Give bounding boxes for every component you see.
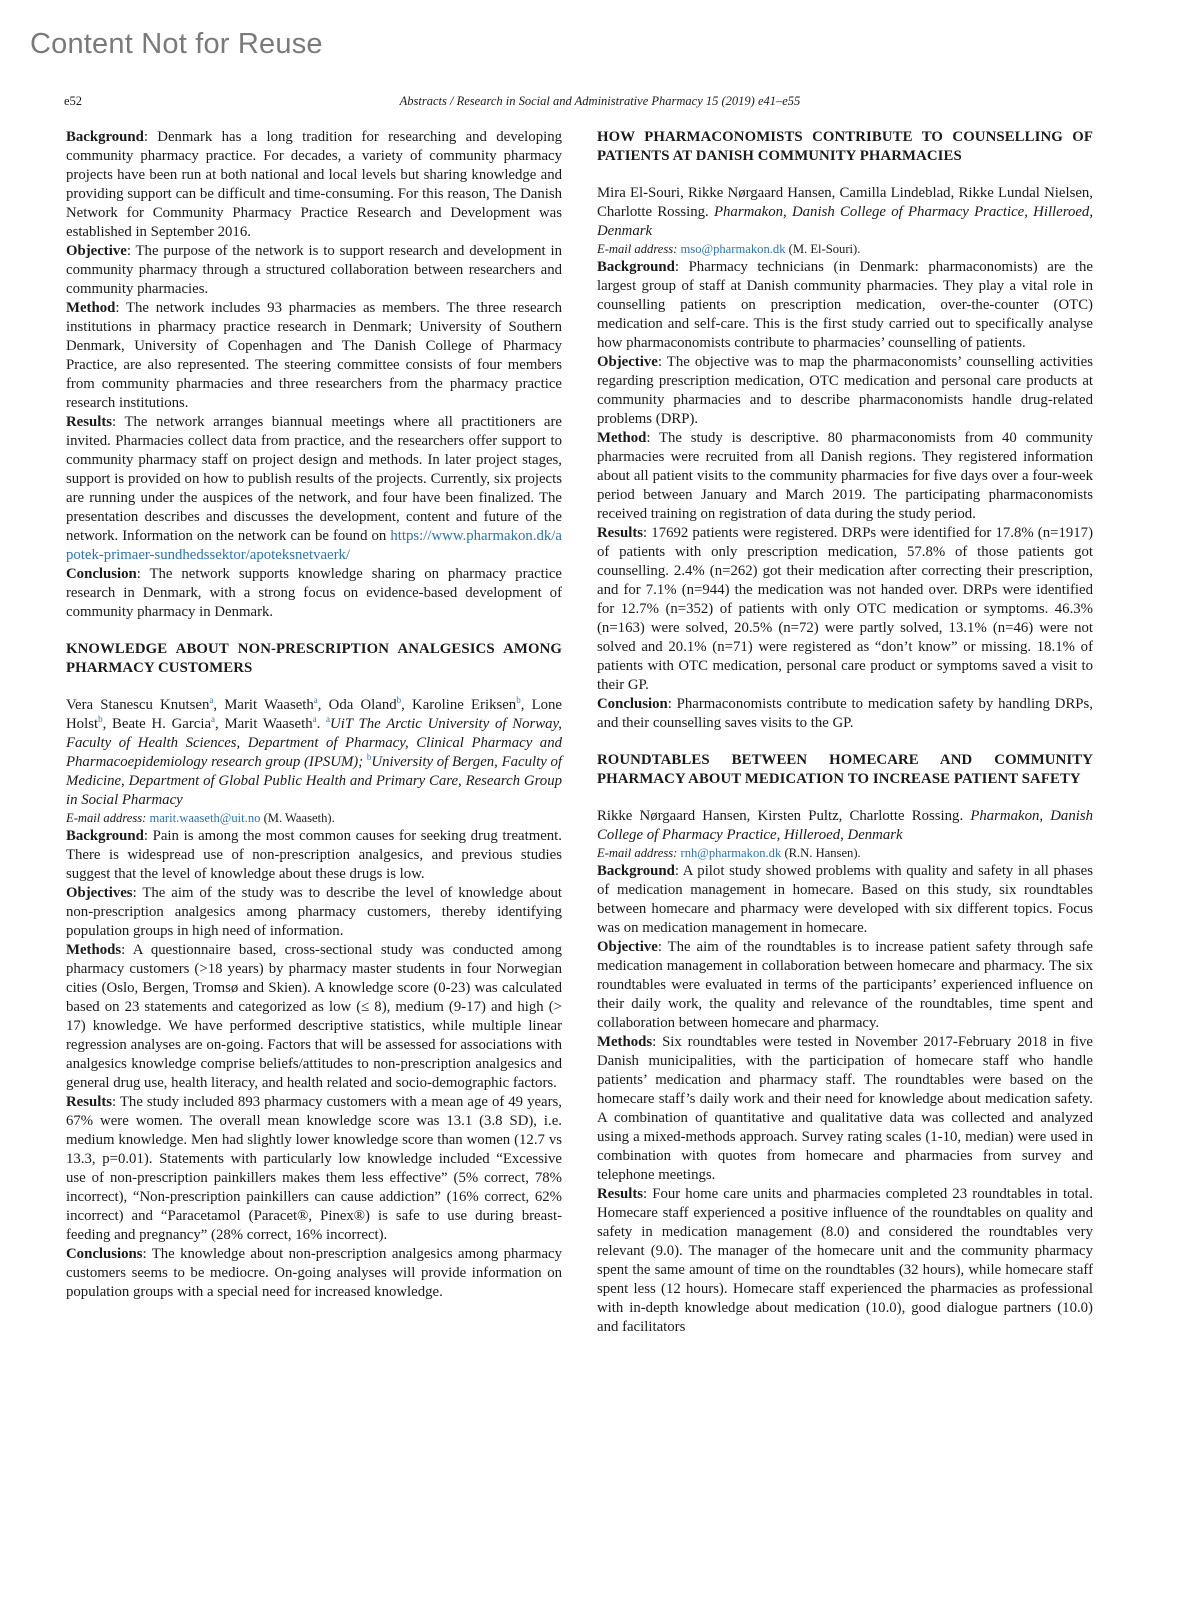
objective-text: : The objective was to map the pharmaconomists’ counselling activities regarding prescription medication, OTC medication and personal care products at community pharmacies and to describe pharmaconomists handle drug-related problems (DRP).: [597, 354, 1093, 427]
methods-label: Methods: [597, 1034, 653, 1050]
method-label: Method: [66, 300, 116, 316]
affiliation-marker: a: [209, 695, 214, 706]
abstract-analgesics: [66, 640, 562, 1302]
email-label: E-mail address:: [66, 811, 147, 825]
method-paragraph: [597, 429, 1093, 524]
conclusion-label: Conclusion: [66, 566, 137, 582]
conclusion-text: : The network supports knowledge sharing on pharmacy practice research in Denmark, with a strong focus on evidence-based development of community pharmacy in Denmark.: [66, 566, 562, 620]
background-paragraph: [66, 827, 562, 884]
email-line: [597, 241, 1093, 258]
background-label: Background: [66, 129, 144, 145]
objective-label: Objective: [597, 354, 658, 370]
watermark: Content Not for Reuse: [30, 28, 323, 60]
method-paragraph: [66, 299, 562, 413]
methods-text: : Six roundtables were tested in November 2017-February 2018 in five Danish municipalities, with the participation of homecare staff who handle patients’ medication and pharmacy staff. The roundtables were based on the homecare staff’s daily work and their need for knowledge about medication safety. A combination of quantitative and qualitative data was collected and analyzed using a mixed-methods approach. Survey rating scales (1-10, median) were used in combination with quotes from homecare and pharmacies from survey and telephone meetings.: [597, 1034, 1093, 1183]
journal-citation: Abstracts / Research in Social and Administrative Pharmacy 15 (2019) e41–e55: [399, 94, 801, 108]
background-label: Background: [66, 828, 144, 844]
author: Vera Stanescu Knutsen: [66, 697, 210, 713]
results-text: : The study included 893 pharmacy customers with a mean age of 49 years, 67% were women. The overall mean knowledge score was 13.1 (3.8 SD), i.e. medium knowledge. Men had slightly lower knowledge score than women (12.7 vs 13.3, p=0.01). Statements with particularly low knowledge included “Excessive use of non-prescription painkillers makes them less effective” (5% correct, 78% incorrect), “Non-prescription painkillers can cause addiction” (16% correct, 62% incorrect) and “Paracetamol (Paracet®, Pinex®) is safe to use during breast-feeding and pregnancy” (28% correct, 16% incorrect).: [66, 1094, 562, 1243]
objectives-paragraph: [66, 884, 562, 941]
objectives-label: Objectives: [66, 885, 133, 901]
methods-text: : A questionnaire based, cross-sectional study was conducted among pharmacy customers (>18 years) by pharmacy master students in four Norwegian cities (Oslo, Bergen, Tromsø and Skien). A knowledge score (0-23) was calculated based on 23 statements and categorized as low (≤ 8), medium (9-17) and high (> 17) knowledge. We have performed descriptive statistics, while multiple linear regression analyses are on-going. Factors that will be assessed for associations with analgesics knowledge comprise beliefs/attitudes to non-prescription analgesics and general drug use, health literacy, and health related and socio-demographic factors.: [66, 942, 562, 1091]
conclusions-paragraph: [66, 1245, 562, 1302]
email-owner: (R.N. Hansen).: [784, 846, 861, 860]
objective-label: Objective: [66, 243, 127, 259]
results-label: Results: [66, 414, 113, 430]
objective-paragraph: [597, 938, 1093, 1033]
left-column: [66, 128, 562, 1302]
method-text: : The network includes 93 pharmacies as members. The three research institutions in pharmacy practice research in Denmark; University of Southern Denmark, University of Copenhagen and The Danish College of Pharmacy Practice, are also represented. The steering committee consists of four members from community pharmacies and three researchers from the pharmacy practice research institutions.: [66, 300, 562, 411]
email-link[interactable]: mso@pharmakon.dk: [680, 242, 786, 256]
affiliation-b: University of Bergen, Faculty of Medicine, Department of Global Public Health and Primary Care, Research Group in Social Pharmacy: [66, 754, 563, 808]
authors-text: Rikke Nørgaard Hansen, Kirsten Pultz, Charlotte Rossing.: [597, 808, 964, 824]
results-label: Results: [66, 1094, 113, 1110]
background-text: : Pain is among the most common causes for seeking drug treatment. There is widespread use of non-prescription analgesics, and previous studies suggest that the level of knowledge about these drugs is low.: [66, 828, 562, 882]
methods-label: Methods: [66, 942, 122, 958]
abstract-pharmaconomists: [597, 128, 1093, 733]
background-text: : A pilot study showed problems with quality and safety in all phases of medication management in homecare. Based on this study, six roundtables between homecare and pharmacy were developed with six different topics. Focus was on medication management in homecare.: [597, 863, 1093, 936]
background-text: : Pharmacy technicians (in Denmark: pharmaconomists) are the largest group of staff at Danish community pharmacies. They play a vital role in counselling patients on prescription medication, over-the-counter (OTC) medication and self-care. This is the first study carried out to specifically analyse how pharmaconomists contribute to pharmacies’ counselling of patients.: [597, 259, 1093, 351]
objectives-text: : The aim of the study was to describe the level of knowledge about non-prescription analgesics among pharmacy customers, thereby identifying population groups in high need of information.: [66, 885, 562, 939]
background-paragraph: [597, 862, 1093, 938]
right-column: [597, 128, 1093, 1337]
email-label: E-mail address:: [597, 242, 678, 256]
background-paragraph: [597, 258, 1093, 353]
results-paragraph: [66, 413, 562, 565]
objective-text: : The purpose of the network is to support research and development in community pharmacy through a structured collaboration between researchers and community pharmacies.: [66, 243, 562, 297]
objective-paragraph: [597, 353, 1093, 429]
running-head: [64, 94, 1136, 110]
affiliation: Pharmakon, Danish College of Pharmacy Practice, Hilleroed, Denmark: [597, 808, 1093, 843]
objective-paragraph: [66, 242, 562, 299]
affiliation-a: UiT The Arctic University of Norway, Faculty of Health Sciences, Department of Pharmacy, Clinical Pharmacy and Pharmacoepidemiology research group (IPSUM);: [66, 716, 562, 770]
abstract-roundtables: [597, 751, 1093, 1337]
author: Oda Oland: [328, 697, 397, 713]
results-paragraph: [597, 524, 1093, 695]
affiliation-marker: b: [366, 752, 372, 763]
results-paragraph: [66, 1093, 562, 1245]
author-list: [597, 807, 1093, 845]
background-label: Background: [597, 259, 675, 275]
affiliation-marker: a: [326, 714, 331, 725]
email-link[interactable]: rnh@pharmakon.dk: [680, 846, 782, 860]
abstract-title: ROUNDTABLES BETWEEN HOMECARE AND COMMUNITY PHARMACY ABOUT MEDICATION TO INCREASE PATIENT SAFETY: [597, 752, 1093, 787]
method-text: : The study is descriptive. 80 pharmaconomists from 40 community pharmacies were recruited from all Danish regions. They registered information about all patient visits to the community pharmacies for five days over a four-week period between January and March 2019. The participating pharmaconomists received training on registration of data during the study period.: [597, 430, 1093, 522]
network-link[interactable]: https://www.pharmakon.dk/apotek-primaer-sundhedssektor/apoteksnetvaerk/: [66, 528, 562, 563]
author: Marit Waaseth: [224, 716, 313, 732]
affiliation: Pharmakon, Danish College of Pharmacy Practice, Hilleroed, Denmark: [597, 204, 1094, 239]
affiliation-marker: a: [312, 714, 317, 725]
objective-text: : The aim of the roundtables is to increase patient safety through safe medication management in collaboration between homecare and pharmacy. The six roundtables were evaluated in terms of the participants’ experienced influence on their daily work, the quality and relevance of the roundtables, time spent and collaboration between homecare and pharmacy.: [597, 939, 1093, 1031]
affiliation-marker: a: [313, 695, 318, 706]
email-line: [66, 810, 562, 827]
author: Beate H. Garcia: [112, 716, 212, 732]
background-text: : Denmark has a long tradition for researching and developing community pharmacy practice. For decades, a variety of community pharmacy projects have been run at both national and local levels but sharing knowledge and providing support can be difficult and time-consuming. For this reason, The Danish Network for Community Pharmacy Practice Research and Development was established in September 2016.: [66, 129, 562, 240]
affiliation-marker: b: [98, 714, 103, 725]
affiliation-marker: b: [396, 695, 402, 706]
methods-paragraph: [597, 1033, 1093, 1185]
method-label: Method: [597, 430, 647, 446]
author-list: Vera Stanescu Knutsen$^a$, Marit Waaseth$^a$, Oda Oland$^b$, Karoline Eriksen$^b$, Lone Holst$^b$, Beate H. Garcia$^a$, Marit Waaseth$^a$. $^a$UiT The Arctic University of Norway, Faculty of Health Sciences, Department of Pharmacy, Clinical Pharmacy and Pharmacoepidemiology research group (IPSUM); $^b$University of Bergen, Faculty of Medicine, Department of Global Public Health and Primary Care, Research Group in Social Pharmacy: [66, 695, 563, 808]
email-label: E-mail address:: [597, 846, 678, 860]
author-list: [597, 184, 1093, 241]
email-owner: (M. Waaseth).: [263, 811, 335, 825]
email-link[interactable]: marit.waaseth@uit.no: [149, 811, 261, 825]
conclusions-label: Conclusions: [66, 1246, 143, 1262]
results-label: Results: [597, 525, 644, 541]
conclusion-text: : Pharmaconomists contribute to medication safety by handling DRPs, and their counselling saves visits to the GP.: [597, 696, 1093, 731]
abstract-title: KNOWLEDGE ABOUT NON-PRESCRIPTION ANALGESICS AMONG PHARMACY CUSTOMERS: [66, 641, 562, 676]
background-paragraph: [66, 128, 562, 242]
abstract-network: [66, 128, 562, 622]
methods-paragraph: [66, 941, 562, 1093]
author: Karoline Eriksen: [412, 697, 517, 713]
results-text: : The network arranges biannual meetings where all practitioners are invited. Pharmacies collect data from practice, and the researchers offer support to community pharmacy staff on project design and methods. In later project stages, support is provided on how to publish results of the projects. Currently, six projects are running under the auspices of the network, and four have been finalized. The presentation describes and discusses the development, content and future of the network. Information on the network can be found on: [66, 414, 562, 544]
authors-text: Mira El-Souri, Rikke Nørgaard Hansen, Camilla Lindeblad, Rikke Lundal Nielsen, Charlotte Rossing.: [597, 185, 1093, 220]
conclusion-label: Conclusion: [597, 696, 668, 712]
author: Marit Waaseth: [224, 697, 314, 713]
conclusion-paragraph: [597, 695, 1093, 733]
email-owner: (M. El-Souri).: [788, 242, 861, 256]
affiliation-marker: b: [516, 695, 521, 706]
background-label: Background: [597, 863, 675, 879]
email-line: [597, 845, 1093, 862]
abstract-title: HOW PHARMACONOMISTS CONTRIBUTE TO COUNSELLING OF PATIENTS AT DANISH COMMUNITY PHARMACIES: [597, 129, 1093, 164]
results-text: : 17692 patients were registered. DRPs were identified for 17.8% (n=1917) of patients with only prescription medication, 57.8% of those patients got counselling. 2.4% (n=262) got their medication after correcting their prescription, and for 7.1% (n=944) the medication was not handed over. DRPs were identified for 12.7% (n=352) of patients with only OTC medication or symptoms. 46.3% (n=163) were solved, 20.5% (n=72) were partly solved, 13.1% (n=46) were not solved and 20.1% (n=71) were registered as “don’t know” or missing. 18.1% of patients with OTC medication, personal care product or symptoms saved a visit to their GP.: [597, 525, 1093, 693]
author: Lone Holst: [66, 697, 562, 732]
objective-label: Objective: [597, 939, 658, 955]
conclusion-paragraph: [66, 565, 562, 622]
results-label: Results: [597, 1186, 644, 1202]
results-paragraph: [597, 1185, 1093, 1337]
page-number: e52: [64, 94, 83, 108]
results-text: : Four home care units and pharmacies completed 23 roundtables in total. Homecare staff experienced a positive influence of the roundtables on quality and safety in medication management (8.0) and considered the roundtables very relevant (9.0). The manager of the homecare unit and the community pharmacy spent the same amount of time on the roundtables (32 hours), while homecare staff spent less (12 hours). Homecare staff experienced the pharmacies as professional with in-depth knowledge about medication (10.0), good dialogue partners (10.0) and facilitators: [597, 1186, 1093, 1335]
affiliation-marker: a: [211, 714, 216, 725]
conclusions-text: : The knowledge about non-prescription analgesics among pharmacy customers seems to be mediocre. On-going analyses will provide information on population groups with a special need for increased knowledge.: [66, 1246, 562, 1300]
